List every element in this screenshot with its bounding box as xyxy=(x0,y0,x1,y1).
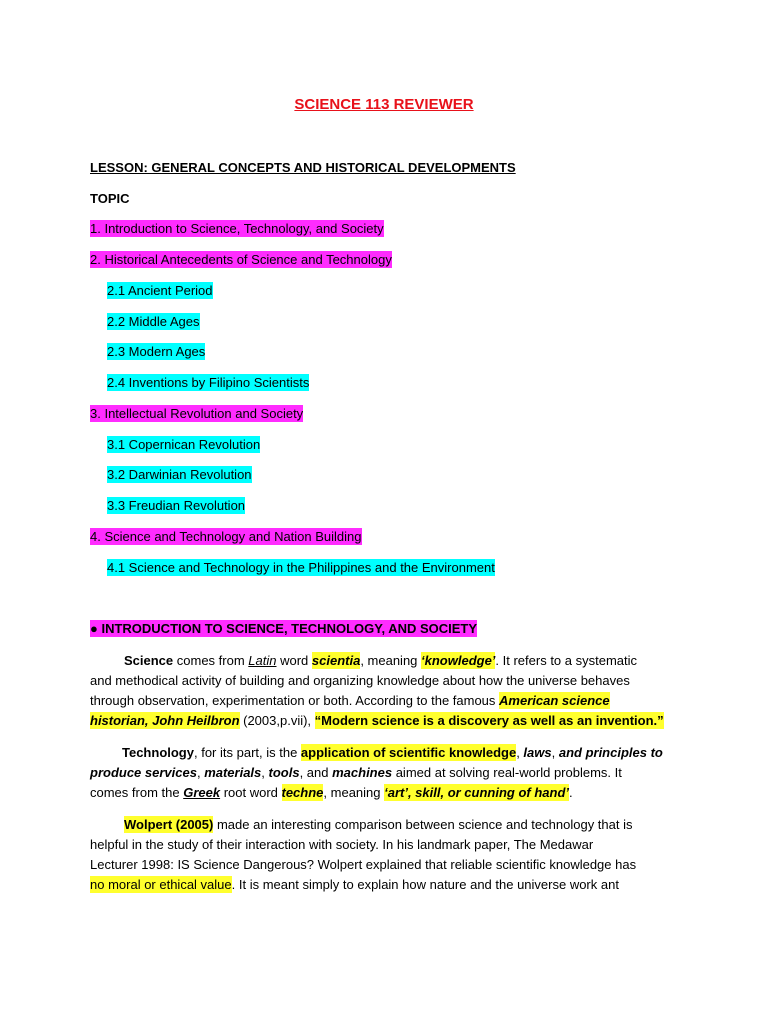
subtopic-text: 2.3 Modern Ages xyxy=(107,344,206,359)
text-span: comes from xyxy=(173,653,249,668)
term-science: Science xyxy=(124,653,174,668)
text-span: . xyxy=(569,785,573,800)
subtopic-text: 3.1 Copernican Revolution xyxy=(107,437,261,452)
topic-text: 4. Science and Technology and Nation Building xyxy=(90,529,362,544)
highlight-no-moral: no moral or ethical value xyxy=(90,877,232,892)
text-span: made an interesting comparison between science and technology that is xyxy=(213,817,633,832)
paragraph-line: helpful in the study of their interaction with society. In his landmark paper, The Medawar xyxy=(90,837,594,852)
text-span: through observation, experimentation or both. According to the famous xyxy=(90,693,500,708)
subtopic-item xyxy=(107,437,260,452)
text-span: , xyxy=(261,765,269,780)
paragraph-line xyxy=(90,783,690,803)
paragraph-line xyxy=(90,711,690,731)
term-greek: Greek xyxy=(183,785,221,800)
text-span: aimed at solving real-world problems. It xyxy=(392,765,622,780)
section-heading-text: ● INTRODUCTION TO SCIENCE, TECHNOLOGY, AND SOCIETY xyxy=(90,621,478,636)
document-title: SCIENCE 113 REVIEWER xyxy=(294,96,474,113)
text-span: , xyxy=(196,765,205,780)
topic-item xyxy=(90,529,362,544)
highlight-art: ‘art’, skill, or cunning of hand’ xyxy=(384,785,570,800)
term-laws: laws xyxy=(523,745,552,760)
text-span: (2003,p.vii), xyxy=(239,713,315,728)
highlight-heilbron: historian, John Heilbron xyxy=(90,713,240,728)
paragraph-line: and methodical activity of building and organizing knowledge about how the universe behaves xyxy=(90,673,630,688)
paragraph-line xyxy=(90,743,690,763)
text-span: . It is meant simply to explain how nature and the universe work ant xyxy=(231,877,619,892)
term-scientia: scientia xyxy=(311,653,361,668)
subtopic-item xyxy=(107,283,213,298)
paragraph-line xyxy=(90,763,690,783)
term-techne: techne xyxy=(281,785,324,800)
text-span: word xyxy=(276,653,312,668)
text-span: , for its part, is the xyxy=(193,745,301,760)
section-heading xyxy=(90,621,477,636)
topic-text: 1. Introduction to Science, Technology, and Society xyxy=(90,221,384,236)
subtopic-item xyxy=(107,498,245,513)
text-span: , xyxy=(516,745,524,760)
text-span: , xyxy=(551,745,559,760)
term-tools: tools xyxy=(268,765,300,780)
topic-item xyxy=(90,252,392,267)
subtopic-text: 2.1 Ancient Period xyxy=(107,283,213,298)
term-principles: and principles to xyxy=(558,745,663,760)
highlight-quote: “Modern science is a discovery as well as an invention.” xyxy=(314,713,664,728)
subtopic-item xyxy=(107,560,495,575)
paragraph-line xyxy=(90,691,690,711)
text-span: , meaning xyxy=(323,785,385,800)
subtopic-text: 3.2 Darwinian Revolution xyxy=(107,467,252,482)
topic-heading: TOPIC xyxy=(90,191,130,206)
topic-text: 2. Historical Antecedents of Science and Technology xyxy=(90,252,392,267)
topic-item xyxy=(90,221,384,236)
topic-item xyxy=(90,406,303,421)
term-technology: Technology xyxy=(122,745,194,760)
highlight-application: application of scientific knowledge xyxy=(300,745,517,760)
subtopic-text: 3.3 Freudian Revolution xyxy=(107,498,246,513)
text-span: , and xyxy=(299,765,333,780)
paragraph-line xyxy=(90,651,690,671)
term-knowledge: ‘knowledge’ xyxy=(421,653,496,668)
term-materials: materials xyxy=(204,765,262,780)
text-span: comes from the xyxy=(90,785,184,800)
highlight-wolpert: Wolpert (2005) xyxy=(124,817,214,832)
text-span: . It refers to a systematic xyxy=(495,653,638,668)
subtopic-item xyxy=(107,467,252,482)
paragraph-science xyxy=(90,651,690,731)
paragraph-line: Lecturer 1998: IS Science Dangerous? Wolpert explained that reliable scientific knowledge has xyxy=(90,857,637,872)
subtopic-item xyxy=(107,375,309,390)
topic-text: 3. Intellectual Revolution and Society xyxy=(90,406,304,421)
subtopic-text: 2.2 Middle Ages xyxy=(107,314,200,329)
paragraph-wolpert xyxy=(90,815,690,895)
term-latin: Latin xyxy=(248,653,277,668)
text-span: , meaning xyxy=(360,653,422,668)
term-services: produce services xyxy=(90,765,197,780)
subtopic-item xyxy=(107,344,205,359)
subtopic-text: 2.4 Inventions by Filipino Scientists xyxy=(107,375,310,390)
subtopic-text: 4.1 Science and Technology in the Philippines and the Environment xyxy=(107,560,495,575)
text-span: root word xyxy=(220,785,282,800)
subtopic-item xyxy=(107,314,200,329)
term-machines: machines xyxy=(332,765,393,780)
paragraph-line xyxy=(90,815,690,835)
paragraph-line xyxy=(90,875,690,895)
lesson-heading: LESSON: GENERAL CONCEPTS AND HISTORICAL DEVELOPMENTS xyxy=(90,160,516,175)
paragraph-technology xyxy=(90,743,690,803)
highlight-historian: American science xyxy=(499,693,610,708)
